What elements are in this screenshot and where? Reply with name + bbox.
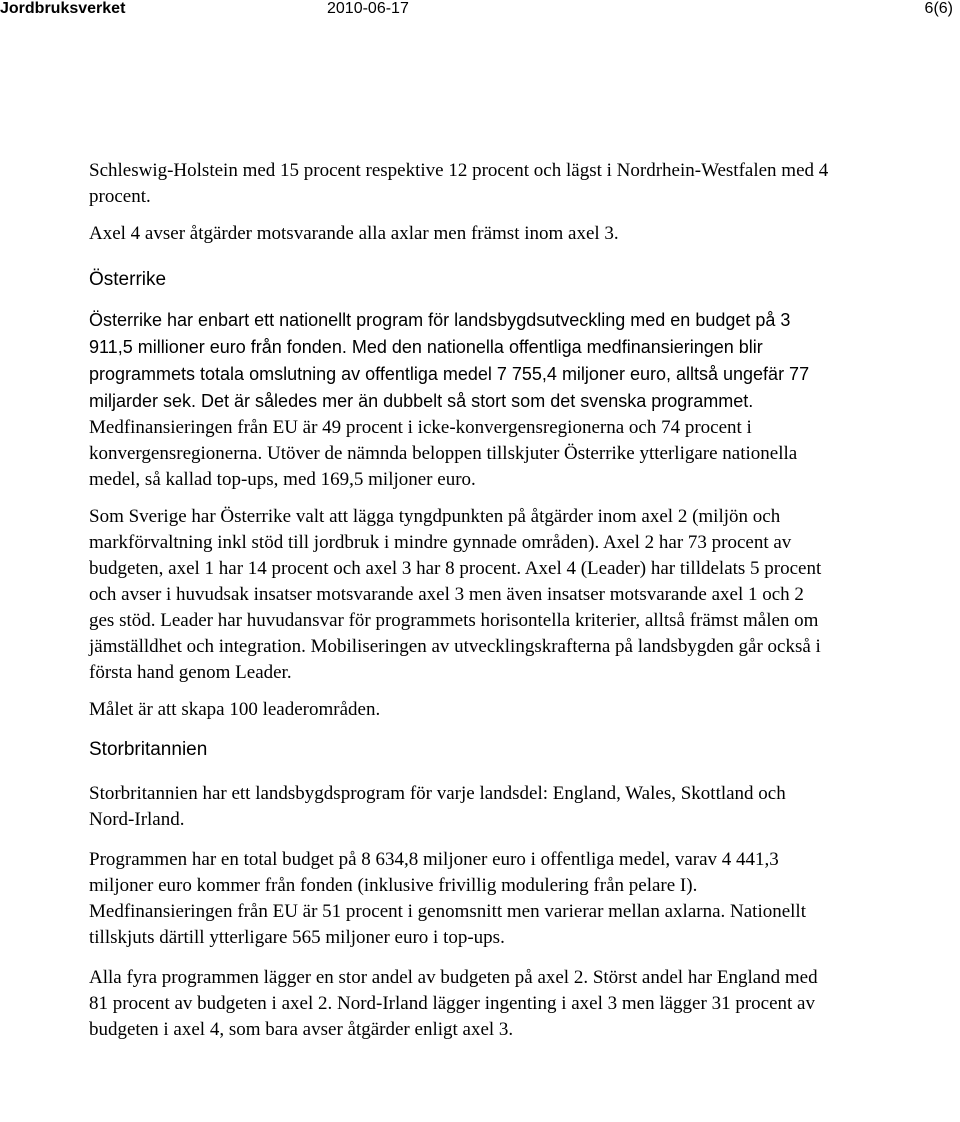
uk-paragraph-2: Programmen har en total budget på 8 634,8 miljoner euro i offentliga medel, varav 4 441,3 miljoner euro kommer från fonden (inklusive frivillig modulering från pelare I). Medfinansieringen från EU är 51 procent i genomsnitt men varierar mellan axlarna. Nationellt tillskjuts därtill ytterligare 565 miljoner euro i top-ups. xyxy=(89,849,806,948)
header-date: 2010-06-17 xyxy=(327,0,409,17)
document-body xyxy=(89,158,829,1043)
uk-paragraph-3: Alla fyra programmen lägger en stor andel av budgeten på axel 2. Störst andel har England med 81 procent av budgeten i axel 2. Nord-Irland lägger ingenting i axel 3 men lägger 31 procent av budgeten i axel 4, som bara avser åtgärder enligt axel 3. xyxy=(89,967,818,1040)
intro-paragraph-2: Axel 4 avser åtgärder motsvarande alla axlar men främst inom axel 3. xyxy=(89,223,619,244)
uk-paragraph-1: Storbritannien har ett landsbygdsprogram för varje landsdel: England, Wales, Skottland och Nord-Irland. xyxy=(89,783,786,830)
austria-paragraph-3: Målet är att skapa 100 leaderområden. xyxy=(89,699,381,720)
header-organization: Jordbruksverket xyxy=(0,0,126,17)
section-heading-austria: Österrike xyxy=(89,269,167,290)
austria-paragraph-1-serif: Medfinansieringen från EU är 49 procent i icke-konvergensregionerna och 74 procent i konvergensregionerna. Utöver de nämnda beloppen tillskjuter Österrike ytterligare nationella medel, så kallad top-ups, med 169,5 miljoner euro. xyxy=(89,417,798,490)
header-page-number: 6(6) xyxy=(924,0,953,17)
section-heading-uk: Storbritannien xyxy=(89,739,208,760)
austria-paragraph-1-sans: Österrike har enbart ett nationellt program för landsbygdsutveckling med en budget på 3 911,5 millioner euro från fonden. Med den nationella offentliga medfinansieringen blir programmets totala omslutning av offentliga medel 7 755,4 miljoner euro, alltså ungefär 77 miljarder sek. Det är således mer än dubbelt så stort som det svenska programmet. xyxy=(89,310,810,411)
austria-paragraph-2: Som Sverige har Österrike valt att lägga tyngdpunkten på åtgärder inom axel 2 (miljön och markförvaltning inkl stöd till jordbruk i mindre gynnade områden). Axel 2 har 73 procent av budgeten, axel 1 har 14 procent och axel 3 har 8 procent. Axel 4 (Leader) har tilldelats 5 procent och avser i huvudsak insatser motsvarande axel 3 men även insatser motsvarande axel 1 och 2 ges stöd. Leader har huvudansvar för programmets horisontella kriterier, alltså främst målen om jämställdhet och integration. Mobiliseringen av utvecklingskrafterna på landsbygden går också i första hand genom Leader. xyxy=(89,506,822,683)
austria-paragraph-1 xyxy=(89,307,829,493)
intro-paragraph-1: Schleswig-Holstein med 15 procent respektive 12 procent och lägst i Nordrhein-Westfalen med 4 procent. xyxy=(89,160,829,207)
page-header xyxy=(0,0,960,22)
